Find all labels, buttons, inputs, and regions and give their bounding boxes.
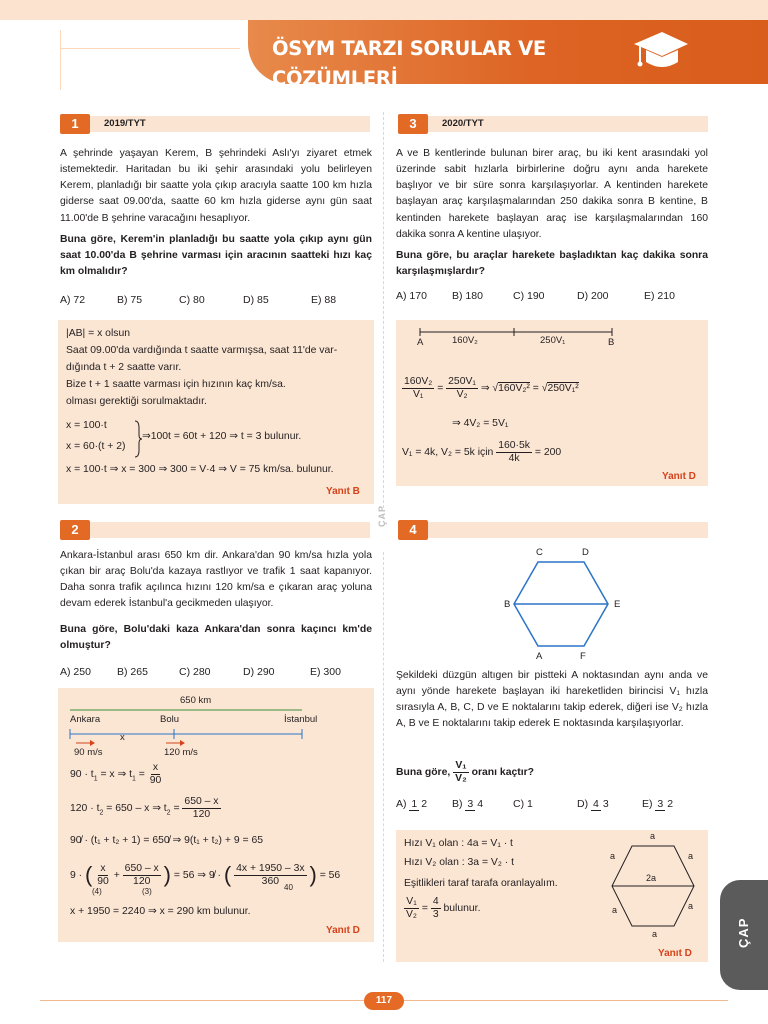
equation-3: 90̸ · (t₁ + t₂ + 1) = 650̸ ⇒ 9(t₁ + t₂) + 9 = 65 — [70, 835, 264, 846]
question-4-head — [398, 522, 708, 538]
choice[interactable]: B) 180 — [452, 290, 483, 302]
choice[interactable]: E) 88 — [311, 294, 337, 306]
vertex-label: C — [536, 547, 543, 558]
question-2-choices — [60, 664, 341, 680]
equation-1: $90 \cdot t_1 = x$ ⇒ $t_1$ = $\frac{x}{90}$ — [70, 762, 162, 786]
answer-label: Yanıt D — [662, 471, 696, 482]
question-tag: 2020/TYT — [442, 118, 484, 129]
vertex-label: D — [582, 547, 589, 558]
question-3-text: A ve B kentlerinde bulunan birer araç, bu iki kent arasındaki yol üzerinde sabit hızlarla birbirlerine doğru aynı anda harekete başlıyor ve bir süre sonra karşılaşıyorlar. A kentinden harekete başlayan araç karşılaşmalarından 250 dakika sonra B kentine, B kentinden harekete başlayan araç ise karşılaşmalarından 160 dakika sonra A kentine ulaşıyor. — [396, 148, 708, 240]
question-1-choices — [60, 292, 336, 308]
graduation-cap-icon — [630, 22, 690, 82]
choice[interactable]: A) 250 — [60, 666, 91, 678]
choice[interactable]: E) 210 — [644, 290, 675, 302]
question-2-stem: Buna göre, Bolu'daki kaza Ankara'dan sonra kaçıncı km'de olmuştur? — [60, 624, 372, 652]
page-title: ÖSYM TARZI SORULAR VE ÇÖZÜMLERİ — [272, 37, 546, 91]
question-number: 1 — [60, 114, 90, 134]
hexagon-solution-figure — [608, 842, 698, 930]
column-divider-bottom — [383, 552, 384, 962]
choice[interactable]: B) 75 — [117, 294, 143, 306]
question-3-stem: Buna göre, bu araçlar harekete başladıktan kaç dakika sonra karşılaşmışlardır? — [396, 250, 708, 278]
choice[interactable]: E) 3 2 — [642, 797, 674, 810]
ratio-equation: $\frac{\text{160V₂}}{\text{V₁}}$ = $\frac{\text{250V₁}}{\text{V₂}}$ ⇒ √160V₂² = √250V₁² — [404, 376, 579, 400]
equation-2: $120 \cdot t_2 = 650 - x$ ⇒ $t_2$ = $\frac{650 - x}{120}$ — [70, 796, 219, 820]
choice[interactable]: A) 1 2 — [396, 797, 428, 810]
choice[interactable]: D) 290 — [243, 666, 275, 678]
question-1-stem: Buna göre, Kerem'in planladığı bu saatte yola çıkıp aynı gün saat 10.00'da B şehrine varması için aracının saatteki hızı kaç km olmalıdır? — [60, 234, 372, 278]
question-4-stem: Buna göre, $\frac{\text{V₁}}{\text{V₂}}$ oranı kaçtır? — [396, 760, 534, 784]
answer-label: Yanıt B — [326, 486, 360, 497]
question-3-choices — [396, 288, 675, 304]
question-3-head — [398, 116, 708, 132]
question-1-solution: |AB| = x olsun Saat 09.00'da vardığında t saatte varmışsa, saat 11'de var- dığında t + 2 saatte varır. Bize t + 1 saatte varması için hızının kaç km/sa. olması gerektiği sorulmaktadır. x = 100·t x = 60·(t + 2) ⇒100t = 60t + 120 ⇒ t = 3 bulunur. x = 100·t ⇒ x = 300 ⇒ 300 = V·4 ⇒ V = 75 km/sa. bulunur. Yanıt B — [58, 320, 374, 504]
vertex-label: F — [580, 651, 586, 662]
answer-label: Yanıt D — [658, 948, 692, 959]
vertex-label: B — [504, 599, 511, 610]
result-equation: V₁ = 4k, V₂ = 5k için $\frac{160\cdot 5k}{4k}$ = 200 — [402, 440, 562, 464]
choice[interactable]: A) 72 — [60, 294, 86, 306]
question-4-choices — [396, 796, 675, 812]
question-4-solution: Hızı V₁ olan : 4a = V₁ · t Hızı V₂ olan : 3a = V₂ · t Eşitlikleri taraf tarafa oranlayalım. $\frac{\text{V₁}}{\text{V₂}}$ = $\frac{4}{3}$ bulunur. a a a 2a a a a Yanıt D — [396, 830, 708, 962]
page-number: 117 — [364, 992, 404, 1010]
question-4-text: Şekildeki düzgün altıgen bir pistteki A noktasından aynı anda ve aynı yönde harekete başlayan iki hareketliden birincisi V₁ hızla sırasıyla A, B, C, D ve E noktalarını takip ederek, diğeri ise V₂ hızla A, B ve E noktalarını takip ederek E noktasında karşılaşıyorlar. — [396, 670, 708, 730]
choice[interactable]: C) 80 — [179, 294, 205, 306]
brace — [134, 420, 142, 458]
corner-rule — [60, 30, 61, 90]
choice[interactable]: C) 190 — [513, 290, 545, 302]
question-1-text: A şehrinde yaşayan Kerem, B şehrindeki Aslı'yı ziyaret etmek istemektedir. Haritadan bu iki şehir arasındaki yolu belirleyen Kerem, planladığı bir saatte yola çıkıp aracıyla saatte 100 km hızla giderse saat 09.00'da, saatte 60 km hızla giderse aynı gün saat 11.00'de B şehrine varacağını hesaplıyor. — [60, 148, 372, 224]
section-tab-label: ÇAP — [736, 917, 751, 948]
question-tag: 2019/TYT — [104, 118, 146, 129]
question-number: 2 — [60, 520, 90, 540]
choice[interactable]: D) 4 3 — [577, 797, 609, 810]
header-band — [0, 0, 768, 20]
distance-line — [416, 326, 616, 340]
question-3-solution: A 160V₂ 250V₁ B $\frac{\text{160V₂}}{\text{V₁}}$ = $\frac{\text{250V₁}}{\text{V₂}}$ ⇒ √160V₂² = √250V₁² ⇒ 4V₂ = 5V₁ V₁ = 4k, V₂ = 5k için $\frac{160\cdot 5k}{4k}$ = 200 Yanıt D — [396, 320, 708, 486]
equation-5: x + 1950 = 2240 ⇒ x = 290 km bulunur. — [70, 906, 251, 917]
choice[interactable]: A) 170 — [396, 290, 427, 302]
equation-4: 9 · ( $\frac{x}{90}$ + $\frac{650 - x}{120}$ ) = 56 ⇒ 9̸ · ( $\frac{4x + 1950 - 3x}{360}$ ) = 56 — [70, 862, 341, 887]
header-rule — [60, 48, 240, 49]
choice[interactable]: C) 1 — [513, 798, 533, 810]
vertex-label: E — [614, 599, 621, 610]
choice[interactable]: D) 200 — [577, 290, 609, 302]
ratio-result: $\frac{\text{V₁}}{\text{V₂}}$ = $\frac{4}{3}$ bulunur. — [406, 896, 481, 920]
choice[interactable]: E) 300 — [310, 666, 341, 678]
side-mark: ÇAP — [377, 504, 387, 527]
choice[interactable]: B) 3 4 — [452, 797, 484, 810]
hexagon-figure — [506, 552, 616, 652]
question-2-head — [60, 522, 370, 538]
column-divider-top — [383, 112, 384, 508]
choice[interactable]: D) 85 — [243, 294, 269, 306]
answer-label: Yanıt D — [326, 925, 360, 936]
question-number: 4 — [398, 520, 428, 540]
question-2-text: Ankara-İstanbul arası 650 km dir. Ankara'dan 90 km/sa hızla yola çıkan bir araç Bolu'da kazaya rastlıyor ve trafik 1 saat kapanıyor. Daha sonra trafik açılınca hızını 120 km/sa e çıkaran araç yoluna devam ederek İstanbul'a gecikmeden ulaşıyor. — [60, 550, 372, 610]
choice[interactable]: B) 265 — [117, 666, 148, 678]
question-1-head — [60, 116, 370, 132]
question-number: 3 — [398, 114, 428, 134]
question-2-solution: 650 km Ankara Bolu İstanbul x 90 m/s 120 m/s $90 \cdot t_1 = x$ ⇒ $t_1$ = $\frac{x}{90}$ $120 \cdot t_2 = 650 - x$ ⇒ $t_2$ = $\frac{650 - x}{120}$ 90̸ · (t₁ + t₂ + 1) = 650̸ ⇒ 9(t₁ + t₂) + 9 = 65 9 · ( $\frac{x}{90}$ + $\frac{650 - x}{120}$ ) = 56 ⇒ 9̸ · ( $\frac{4x + 1950 - 3x}{360}$ ) = 56 (4) (3) 40 x + 1950 = 2240 ⇒ x = 290 km bulunur. Yanıt D — [58, 688, 374, 942]
vertex-label: A — [536, 651, 543, 662]
choice[interactable]: C) 280 — [179, 666, 211, 678]
